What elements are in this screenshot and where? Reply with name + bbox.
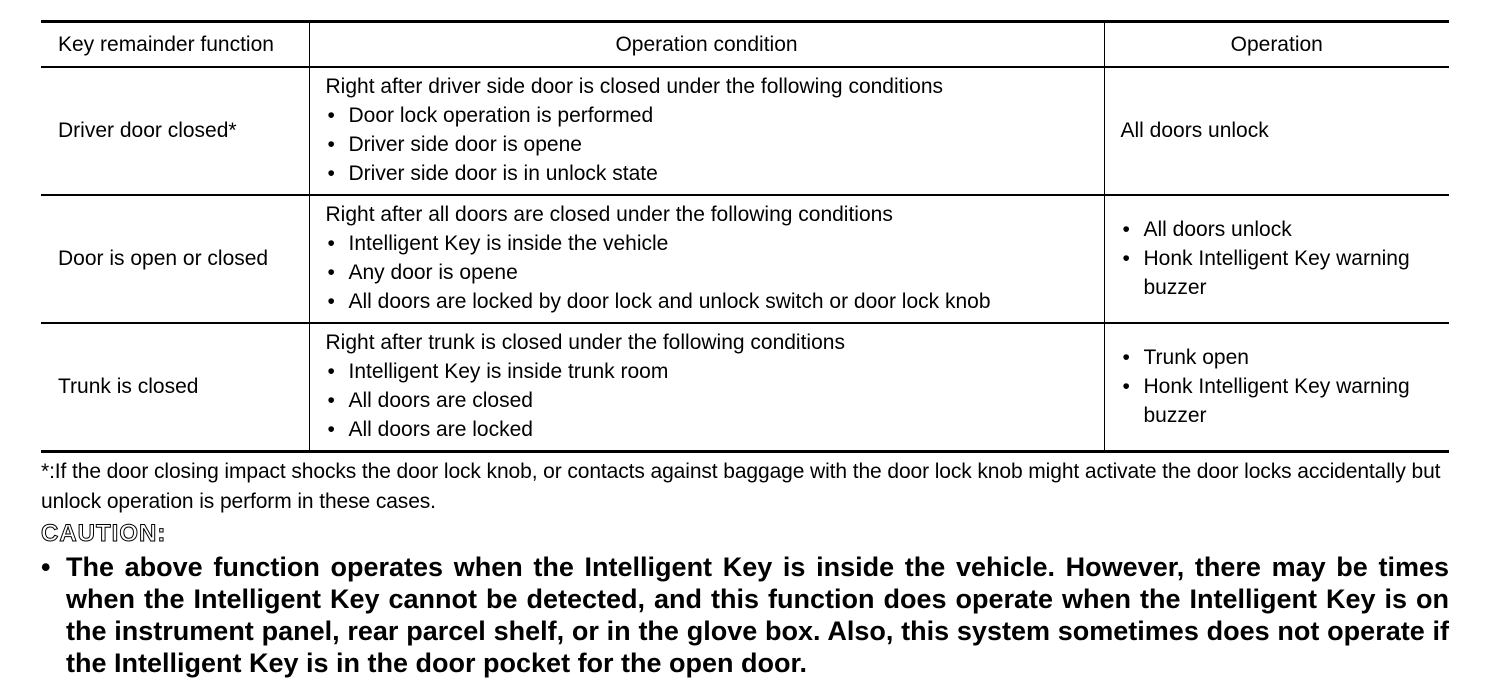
condition-item: • All doors are locked	[326, 415, 1089, 444]
condition-item: • Intelligent Key is inside trunk room	[326, 357, 1089, 386]
condition-lead: Right after driver side door is closed under the following conditions	[325, 75, 944, 98]
condition-item: • Driver side door is in unlock state	[326, 159, 1089, 188]
condition-lead: Right after all doors are closed under the following conditions	[325, 203, 893, 226]
header-key-remainder-function: Key remainder function	[41, 22, 309, 68]
caution-list	[41, 551, 1449, 679]
operation-cell	[1104, 195, 1449, 323]
operation-list	[1121, 215, 1435, 302]
condition-item: • Door lock operation is performed	[326, 101, 1089, 130]
table-row	[41, 67, 1449, 195]
condition-lead: Right after trunk is closed under the following conditions	[325, 331, 845, 354]
condition-list	[326, 101, 1089, 188]
header-operation: Operation	[1104, 22, 1449, 68]
operation-cell	[1104, 323, 1449, 452]
operation-item: • Honk Intelligent Key warning buzzer	[1121, 244, 1435, 302]
function-cell: Driver door closed*	[41, 67, 309, 195]
caution-heading: CAUTION:	[41, 520, 167, 547]
operation-item: • Trunk open	[1121, 343, 1435, 372]
function-cell: Trunk is closed	[58, 374, 199, 398]
condition-item: • Driver side door is opene	[326, 130, 1089, 159]
condition-item: • Any door is opene	[326, 258, 1089, 287]
operation-item: • All doors unlock	[1121, 215, 1435, 244]
table-row	[41, 195, 1449, 323]
caution-item: • The above function operates when the Intelligent Key is inside the vehicle. However, there may be times when the Intelligent Key cannot be detected, and this function does operate when the Intelligent Key is on the instrument panel, rear parcel shelf, or in the glove box. Also, this system sometimes does not operate if the Intelligent Key is in the door pocket for the open door.	[41, 551, 1449, 679]
key-reminder-table	[41, 20, 1449, 453]
operation-list	[1121, 343, 1435, 430]
table-row	[41, 323, 1449, 452]
condition-item: • All doors are closed	[326, 386, 1089, 415]
operation-item: • Honk Intelligent Key warning buzzer	[1121, 372, 1435, 430]
function-cell: Door is open or closed	[41, 195, 309, 323]
document-page	[41, 20, 1449, 679]
condition-item: • All doors are locked by door lock and unlock switch or door lock knob	[326, 287, 1089, 316]
operation-cell: All doors unlock	[1104, 67, 1449, 195]
header-operation-condition: Operation condition	[309, 22, 1104, 68]
table-footnote: *:If the door closing impact shocks the door lock knob, or contacts against baggage with the door lock knob might activate the door locks accidentally but unlock operation is perform in these cases.	[41, 460, 1441, 513]
table-header-row	[41, 22, 1449, 68]
condition-cell	[309, 323, 1104, 452]
condition-list	[326, 357, 1089, 444]
condition-cell	[309, 67, 1104, 195]
condition-item: • Intelligent Key is inside the vehicle	[326, 229, 1089, 258]
condition-list	[326, 229, 1089, 316]
condition-cell	[309, 195, 1104, 323]
